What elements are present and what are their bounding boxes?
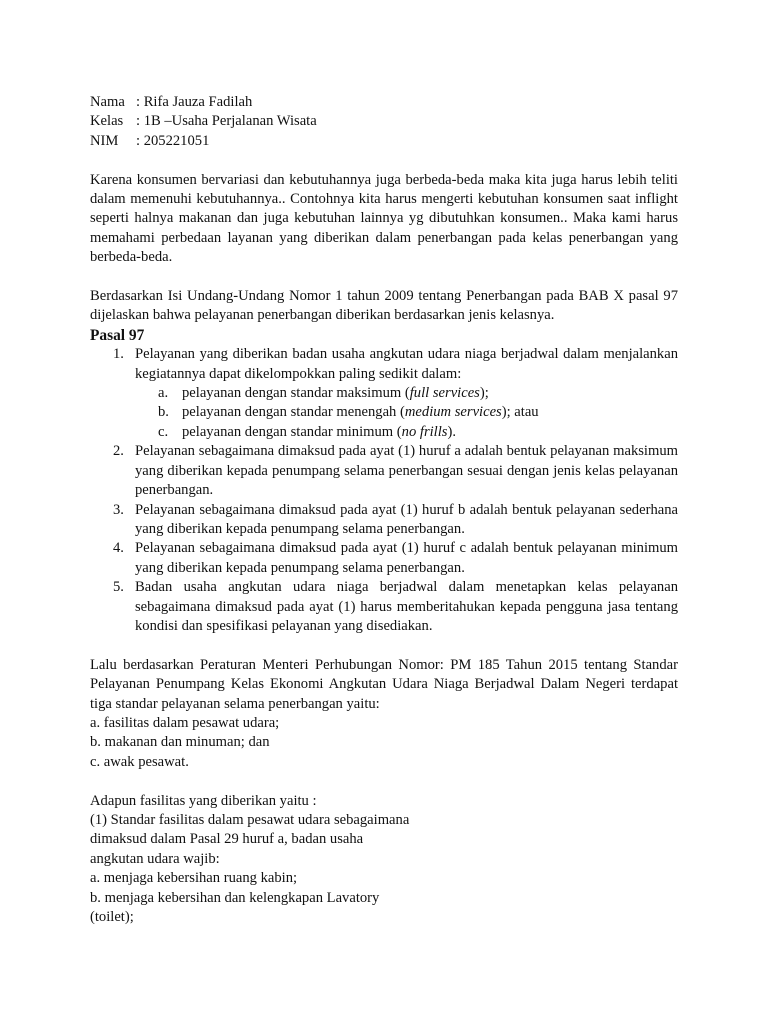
sub-item-text: pelayanan dengan standar maksimum ( <box>182 385 410 402</box>
list-item <box>113 345 678 384</box>
sub-item-emphasis: medium services <box>404 404 502 421</box>
facilities-line: b. menjaga kebersihan dan kelengkapan Lavatory <box>90 889 380 906</box>
sub-item-letter: c. <box>158 423 169 440</box>
facilities-line: angkutan udara wajib: <box>90 850 220 867</box>
name-value: : Rifa Jauza Fadilah <box>136 94 253 110</box>
list-item <box>113 501 678 540</box>
sub-item-text-end: ). <box>447 423 456 440</box>
list-item-number: 3. <box>113 501 124 518</box>
list-item-number: 5. <box>113 579 124 596</box>
list-item-number: 2. <box>113 443 124 460</box>
regulation-intro-paragraph: Lalu berdasarkan Peraturan Menteri Perhubungan Nomor: PM 185 Tahun 2015 tentang Standar Pelayanan Penumpang Kelas Ekonomi Angkutan Udara Niaga Berjadwal Dalam Negeri terdapat tiga standar pelayanan selama penerbangan yaitu: <box>90 656 678 712</box>
nim-label: NIM <box>90 132 119 149</box>
facilities-line: dimaksud dalam Pasal 29 huruf a, badan usaha <box>90 831 364 848</box>
sub-item-text: pelayanan dengan standar menengah ( <box>182 404 405 421</box>
article-list <box>90 345 678 636</box>
sub-item-text: pelayanan dengan standar minimum ( <box>182 423 402 440</box>
class-row <box>90 112 678 131</box>
intro-paragraph: Karena konsumen bervariasi dan kebutuhannya juga berbeda-beda maka kita juga harus lebih teliti dalam memenuhi kebutuhannya.. Contohnya kita harus mengerti kebutuhan konsumen saat inflight seperti halnya makanan dan juga kebutuhan lainnya yg dibutuhkan konsumen.. Maka kami harus memahami perbedaan layanan yang diberikan dalam penerbangan pada kelas penerbangan yang berbeda-beda. <box>90 171 678 266</box>
nim-value: : 205221051 <box>136 132 210 149</box>
regulation-item: b. makanan dan minuman; dan <box>90 734 270 751</box>
sub-list-item <box>158 403 678 422</box>
name-row <box>90 93 678 112</box>
list-item-number: 4. <box>113 540 124 557</box>
sub-item-emphasis: no frills <box>401 423 448 440</box>
sub-item-emphasis: full services <box>409 385 480 402</box>
list-item-text: Badan usaha angkutan udara niaga berjadwal dalam menetapkan kelas pelayanan sebagaimana dimaksud pada ayat (1) harus memberitahukan kepada pengguna jasa tentang kondisi dan spesifikasi pelayanan yang disediakan. <box>135 579 678 634</box>
list-item <box>113 539 678 578</box>
list-item-text: Pelayanan sebagaimana dimaksud pada ayat (1) huruf a adalah bentuk pelayanan maksimum yang diberikan kepada penumpang selama penerbangan sesuai dengan jenis kelas pelayanan penerbangan. <box>135 443 678 499</box>
list-item-text: Pelayanan sebagaimana dimaksud pada ayat (1) huruf b adalah bentuk pelayanan sederhana yang diberikan kepada penumpang selama penerbangan. <box>135 501 678 537</box>
name-label: Nama <box>90 94 125 110</box>
sub-item-letter: b. <box>158 404 169 421</box>
facilities-line: (1) Standar fasilitas dalam pesawat udara sebagaimana <box>90 811 410 828</box>
facilities-intro: Adapun fasilitas yang diberikan yaitu : <box>90 792 317 809</box>
sub-list-item <box>158 384 678 403</box>
list-item <box>113 578 678 636</box>
sub-list-item <box>158 423 678 442</box>
list-item <box>113 442 678 500</box>
facilities-line: a. menjaga kebersihan ruang kabin; <box>90 870 298 887</box>
sub-item-letter: a. <box>158 385 169 402</box>
nim-row <box>90 132 678 151</box>
class-value: : 1B –Usaha Perjalanan Wisata <box>136 113 317 130</box>
list-item-text: Pelayanan sebagaimana dimaksud pada ayat (1) huruf c adalah bentuk pelayanan minimum yang diberikan kepada penumpang selama penerbangan. <box>135 540 678 576</box>
list-item-text: Pelayanan yang diberikan badan usaha angkutan udara niaga berjadwal dalam menjalankan kegiatannya dapat dikelompokkan paling sedikit dalam: <box>135 346 678 382</box>
list-item-number: 1. <box>113 346 124 363</box>
regulation-item: a. fasilitas dalam pesawat udara; <box>90 714 280 731</box>
document-page <box>90 93 678 927</box>
regulation-item: c. awak pesawat. <box>90 753 189 770</box>
law-intro-paragraph: Berdasarkan Isi Undang-Undang Nomor 1 tahun 2009 tentang Penerbangan pada BAB X pasal 97 dijelaskan bahwa pelayanan penerbangan diberikan berdasarkan jenis kelasnya. <box>90 288 678 324</box>
sub-item-text-end: ); <box>479 385 489 402</box>
class-label: Kelas <box>90 113 124 130</box>
sub-item-text-end: ); atau <box>501 404 539 421</box>
article-heading: Pasal 97 <box>90 326 145 344</box>
facilities-line: (toilet); <box>90 909 134 925</box>
